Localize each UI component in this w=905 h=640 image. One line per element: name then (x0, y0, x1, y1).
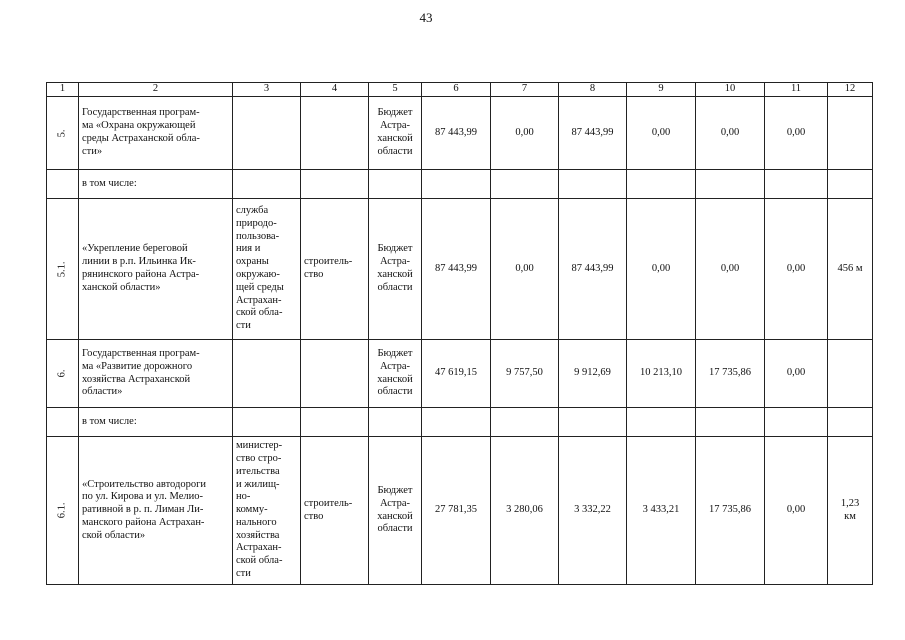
value-cell: 0,00 (696, 97, 765, 170)
value-cell: 87 443,99 (422, 199, 491, 340)
executor-cell: министер- ство стро- ительства и жилищ- но- комму- нального хозяйства Астрахан- ской обла- сти (233, 437, 301, 585)
value-cell: 87 443,99 (559, 97, 627, 170)
column-header: 2 (79, 83, 233, 97)
work-kind-cell (301, 340, 369, 408)
column-header: 11 (765, 83, 828, 97)
program-name: Государственная програм- ма «Охрана окружающей среды Астраханской обла- сти» (79, 97, 233, 170)
column-header: 6 (422, 83, 491, 97)
value-cell: 3 280,06 (491, 437, 559, 585)
value-cell: 0,00 (765, 437, 828, 585)
executor-cell (233, 97, 301, 170)
column-header-row (47, 83, 873, 97)
column-header: 3 (233, 83, 301, 97)
column-header: 10 (696, 83, 765, 97)
column-header: 4 (301, 83, 369, 97)
value-cell: 0,00 (765, 340, 828, 408)
value-cell: 9 757,50 (491, 340, 559, 408)
subtitle-cell: в том числе: (79, 170, 233, 199)
value-cell: 0,00 (627, 199, 696, 340)
result-cell (828, 97, 873, 170)
value-cell: 10 213,10 (627, 340, 696, 408)
table-row (47, 408, 873, 437)
value-cell: 87 443,99 (559, 199, 627, 340)
executor-cell (233, 340, 301, 408)
value-cell: 9 912,69 (559, 340, 627, 408)
value-cell: 0,00 (696, 199, 765, 340)
value-cell: 0,00 (491, 97, 559, 170)
program-name: «Строительство автодороги по ул. Кирова и ул. Мелио- ративной в р. п. Лиман Ли- манского района Астрахан- ской области» (79, 437, 233, 585)
page-number: 43 (419, 10, 433, 25)
column-header: 8 (559, 83, 627, 97)
value-cell: 3 332,22 (559, 437, 627, 585)
work-kind-cell (301, 97, 369, 170)
row-index: 6.1. (47, 437, 79, 585)
program-name: «Укрепление береговой линии в р.п. Ильинка Ик- рянинского района Астра- ханской области» (79, 199, 233, 340)
value-cell: 3 433,21 (627, 437, 696, 585)
value-cell: 0,00 (765, 97, 828, 170)
result-cell (828, 340, 873, 408)
value-cell: 0,00 (765, 199, 828, 340)
value-cell: 0,00 (627, 97, 696, 170)
program-name: Государственная програм- ма «Развитие дорожного хозяйства Астраханской области» (79, 340, 233, 408)
funding-source: Бюджет Астра- ханской области (369, 199, 422, 340)
subtitle-cell: в том числе: (79, 408, 233, 437)
column-header: 9 (627, 83, 696, 97)
value-cell: 17 735,86 (696, 340, 765, 408)
result-cell: 1,23 км (828, 437, 873, 585)
table-row (47, 97, 873, 170)
table-row (47, 437, 873, 585)
value-cell: 27 781,35 (422, 437, 491, 585)
value-cell: 87 443,99 (422, 97, 491, 170)
row-index: 6. (47, 340, 79, 408)
work-kind-cell: строитель- ство (301, 199, 369, 340)
value-cell: 0,00 (491, 199, 559, 340)
column-header: 12 (828, 83, 873, 97)
table-row (47, 340, 873, 408)
result-cell: 456 м (828, 199, 873, 340)
row-index: 5.1. (47, 199, 79, 340)
column-header: 1 (47, 83, 79, 97)
budget-table (46, 82, 873, 585)
funding-source: Бюджет Астра- ханской области (369, 97, 422, 170)
funding-source: Бюджет Астра- ханской области (369, 437, 422, 585)
value-cell: 17 735,86 (696, 437, 765, 585)
work-kind-cell: строитель- ство (301, 437, 369, 585)
row-index: 5. (47, 97, 79, 170)
column-header: 5 (369, 83, 422, 97)
value-cell: 47 619,15 (422, 340, 491, 408)
table-row (47, 199, 873, 340)
column-header: 7 (491, 83, 559, 97)
funding-source: Бюджет Астра- ханской области (369, 340, 422, 408)
executor-cell: служба природо- пользова- ния и охраны окружаю- щей среды Астрахан- ской обла- сти (233, 199, 301, 340)
table-row (47, 170, 873, 199)
